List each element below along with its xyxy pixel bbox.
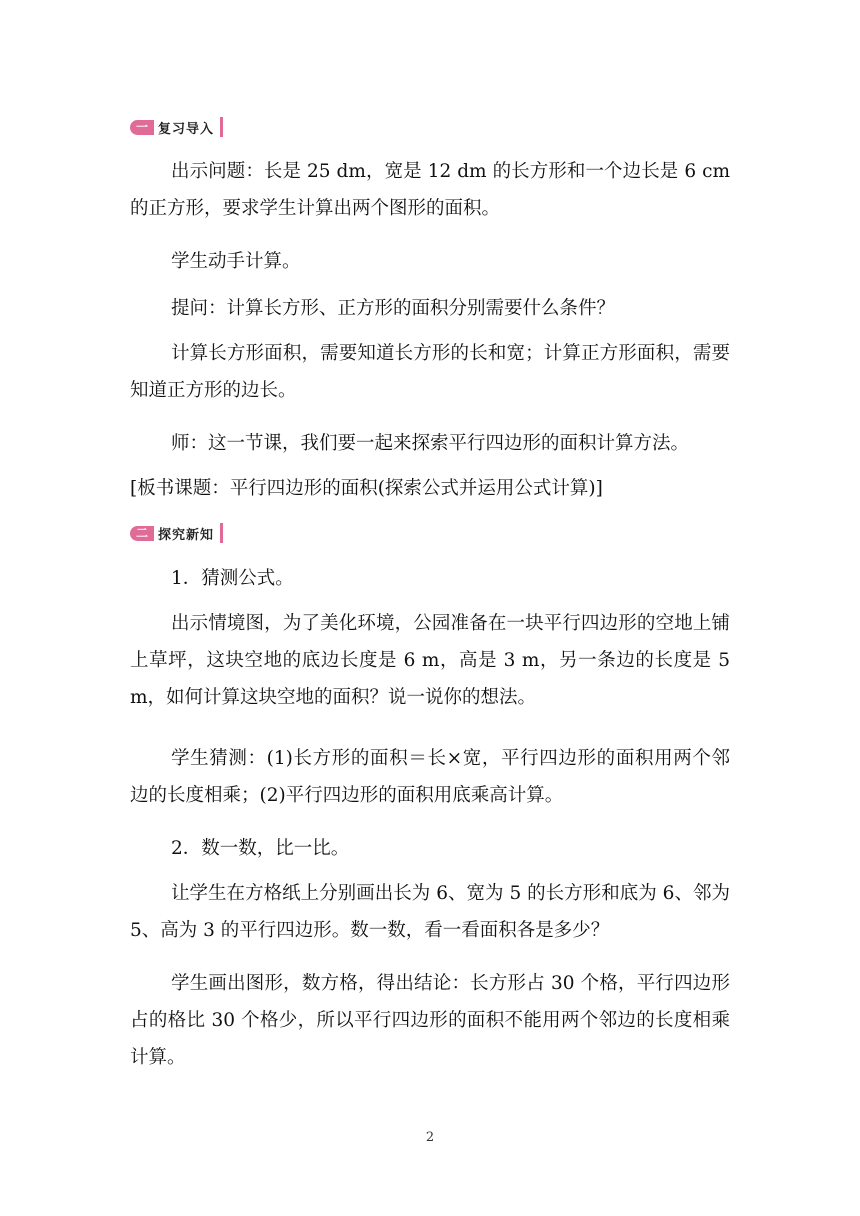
section-heading-review xyxy=(130,116,223,138)
paragraph: 1．猜测公式。 xyxy=(171,568,294,589)
paragraph: 计算长方形面积，需要知道长方形的长和宽；计算正方形面积，需要知道正方形的边长。 xyxy=(130,343,730,401)
section-title: 探究新知 xyxy=(158,527,215,543)
paragraph: 师：这一节课，我们要一起来探索平行四边形的面积计算方法。 xyxy=(171,433,690,454)
section-heading-explore xyxy=(130,522,223,544)
section-number-badge: 二 xyxy=(130,526,154,541)
section-divider xyxy=(220,523,223,543)
paragraph: 让学生在方格纸上分别画出长为 6、宽为 5 的长方形和底为 6、邻为 5、高为 3 的平行四边形。数一数，看一看面积各是多少？ xyxy=(130,883,730,941)
section-title: 复习导入 xyxy=(158,121,215,137)
paragraph: 2．数一数，比一比。 xyxy=(171,838,350,859)
section-number-badge: 一 xyxy=(130,120,154,135)
paragraph: 提问：计算长方形、正方形的面积分别需要什么条件？ xyxy=(171,298,616,319)
page-number: 2 xyxy=(425,1130,435,1145)
paragraph: 出示情境图，为了美化环境，公园准备在一块平行四边形的空地上铺上草坪，这块空地的底边长度是 6 m，高是 3 m，另一条边的长度是 5 m，如何计算这块空地的面积？说一说你的想法。 xyxy=(130,613,730,708)
paragraph: 学生动手计算。 xyxy=(171,251,301,272)
paragraph: [板书课题：平行四边形的面积(探索公式并运用公式计算)] xyxy=(130,478,603,499)
paragraph: 出示问题：长是 25 dm，宽是 12 dm 的长方形和一个边长是 6 cm 的正方形，要求学生计算出两个图形的面积。 xyxy=(130,161,730,219)
paragraph: 学生画出图形，数方格，得出结论：长方形占 30 个格，平行四边形占的格比 30 个格少，所以平行四边形的面积不能用两个邻边的长度相乘计算。 xyxy=(130,973,730,1068)
section-divider xyxy=(220,117,223,137)
paragraph: 学生猜测：(1)长方形的面积＝长×宽，平行四边形的面积用两个邻边的长度相乘；(2)平行四边形的面积用底乘高计算。 xyxy=(130,748,730,806)
